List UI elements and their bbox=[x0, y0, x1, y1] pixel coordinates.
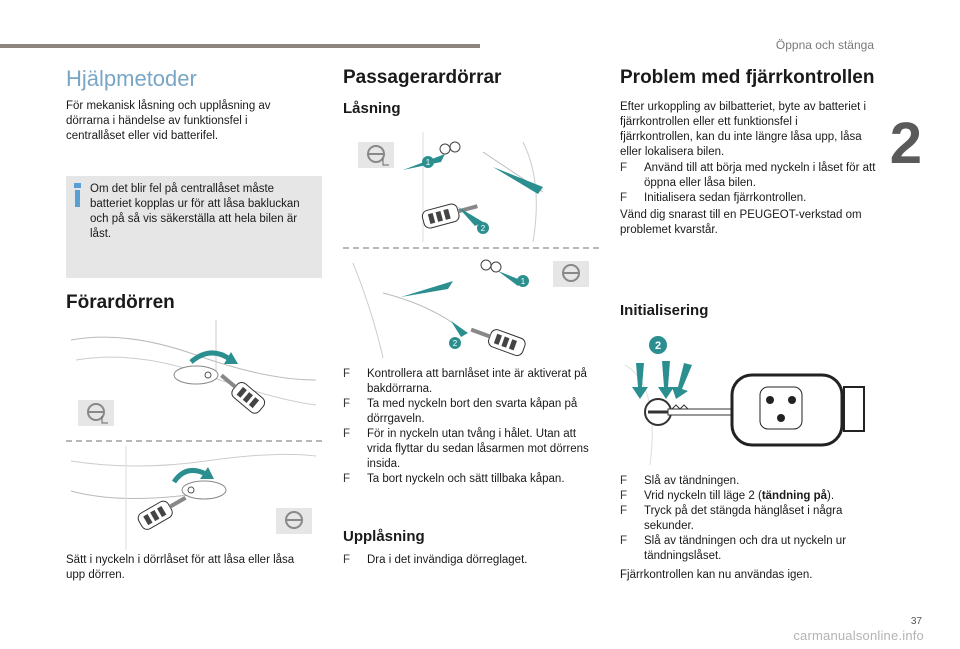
list-item: F Använd till att börja med nyckeln i låset för att öppna eller låsa bilen. bbox=[620, 162, 876, 189]
list-item: F Vrid nyckeln till läge 2 (tändning på). bbox=[620, 490, 835, 502]
remote-problem-intro: Efter urkoppling av bilbatteriet, byte av batteriet i fjärrkontrollen eller ett funktionsfel i fjärrkontrollen, kan du inte längre låsa upp, låsa eller lokalisera bilen. bbox=[620, 101, 867, 158]
driver-door-text: Sätt i nyckeln i dörrlåset för att låsa eller låsa upp dörren. bbox=[66, 554, 295, 581]
list-item: F Kontrollera att barnlåset inte är aktiverat på bakdörrarna. bbox=[343, 368, 587, 395]
heading-hjalpmetoder: Hjälpmetoder bbox=[66, 66, 197, 91]
chapter-number: 2 bbox=[889, 111, 922, 176]
svg-text:2: 2 bbox=[452, 339, 458, 348]
list-item: F Ta bort nyckeln och sätt tillbaka kåpan. bbox=[343, 473, 565, 485]
list-item: F Ta med nyckeln bort den svarta kåpan på dörrgaveln. bbox=[343, 398, 578, 425]
lock-steps-list bbox=[343, 367, 599, 487]
info-icon bbox=[74, 183, 81, 207]
unlock-steps-list bbox=[343, 553, 599, 568]
ignition-key-illustration bbox=[620, 325, 876, 465]
steering-wheel-icon bbox=[78, 400, 114, 426]
page-number: 37 bbox=[910, 616, 922, 627]
svg-text:2: 2 bbox=[480, 224, 486, 233]
list-item: F Dra i det invändiga dörreglaget. bbox=[343, 554, 528, 566]
heading-initialisering: Initialisering bbox=[620, 302, 709, 319]
bold-text: tändning på bbox=[761, 490, 827, 502]
watermark-link[interactable]: carmanualsonline.info bbox=[793, 628, 924, 643]
heading-passagerardorrar: Passagerardörrar bbox=[343, 67, 502, 88]
section-title: Öppna och stänga bbox=[775, 38, 874, 52]
svg-text:1: 1 bbox=[520, 277, 526, 286]
header-bar bbox=[0, 44, 480, 48]
passenger-door-lock-illustration-2 bbox=[343, 253, 599, 358]
list-item: F Tryck på det stängda hänglåset i några sekunder. bbox=[620, 505, 843, 532]
passenger-door-lock-illustration bbox=[343, 132, 599, 242]
info-box bbox=[66, 176, 322, 278]
intro-text: För mekanisk låsning och upplåsning av dörrarna i händelse av funktionsfel i centrallåset eller vid batterifel. bbox=[66, 100, 271, 142]
driver-door-lock-illustration bbox=[66, 320, 322, 435]
init-steps-list bbox=[620, 474, 876, 564]
remote-steps-list bbox=[620, 161, 876, 206]
list-item: F Slå av tändningen. bbox=[620, 475, 740, 487]
divider-dashed-2 bbox=[343, 247, 599, 249]
heading-upplasning: Upplåsning bbox=[343, 528, 425, 545]
remote-outro: Vänd dig snarast till en PEUGEOT-verkstad om problemet kvarstår. bbox=[620, 209, 862, 236]
steering-wheel-icon-2 bbox=[276, 508, 312, 534]
info-text: Om det blir fel på centrallåset måste batteriet kopplas ur för att låsa bakluckan och på så vis säkerställa att hela bilen är låst. bbox=[90, 183, 300, 240]
heading-lasning: Låsning bbox=[343, 100, 401, 117]
list-item: F För in nyckeln utan tvång i hålet. Utan att vrida flyttar du sedan låsarmen mot dörrens insida. bbox=[343, 428, 589, 470]
heading-forardorren: Förardörren bbox=[66, 292, 175, 313]
svg-text:2: 2 bbox=[654, 340, 662, 352]
list-item: F Initialisera sedan fjärrkontrollen. bbox=[620, 192, 807, 204]
driver-door-unlock-illustration bbox=[66, 446, 322, 550]
divider-dashed bbox=[66, 440, 322, 442]
list-item: F Slå av tändningen och dra ut nyckeln ur tändningslåset. bbox=[620, 535, 847, 562]
heading-problem-fjarrkontrollen: Problem med fjärrkontrollen bbox=[620, 67, 875, 88]
svg-text:1: 1 bbox=[425, 158, 431, 167]
init-outro: Fjärrkontrollen kan nu användas igen. bbox=[620, 569, 813, 581]
